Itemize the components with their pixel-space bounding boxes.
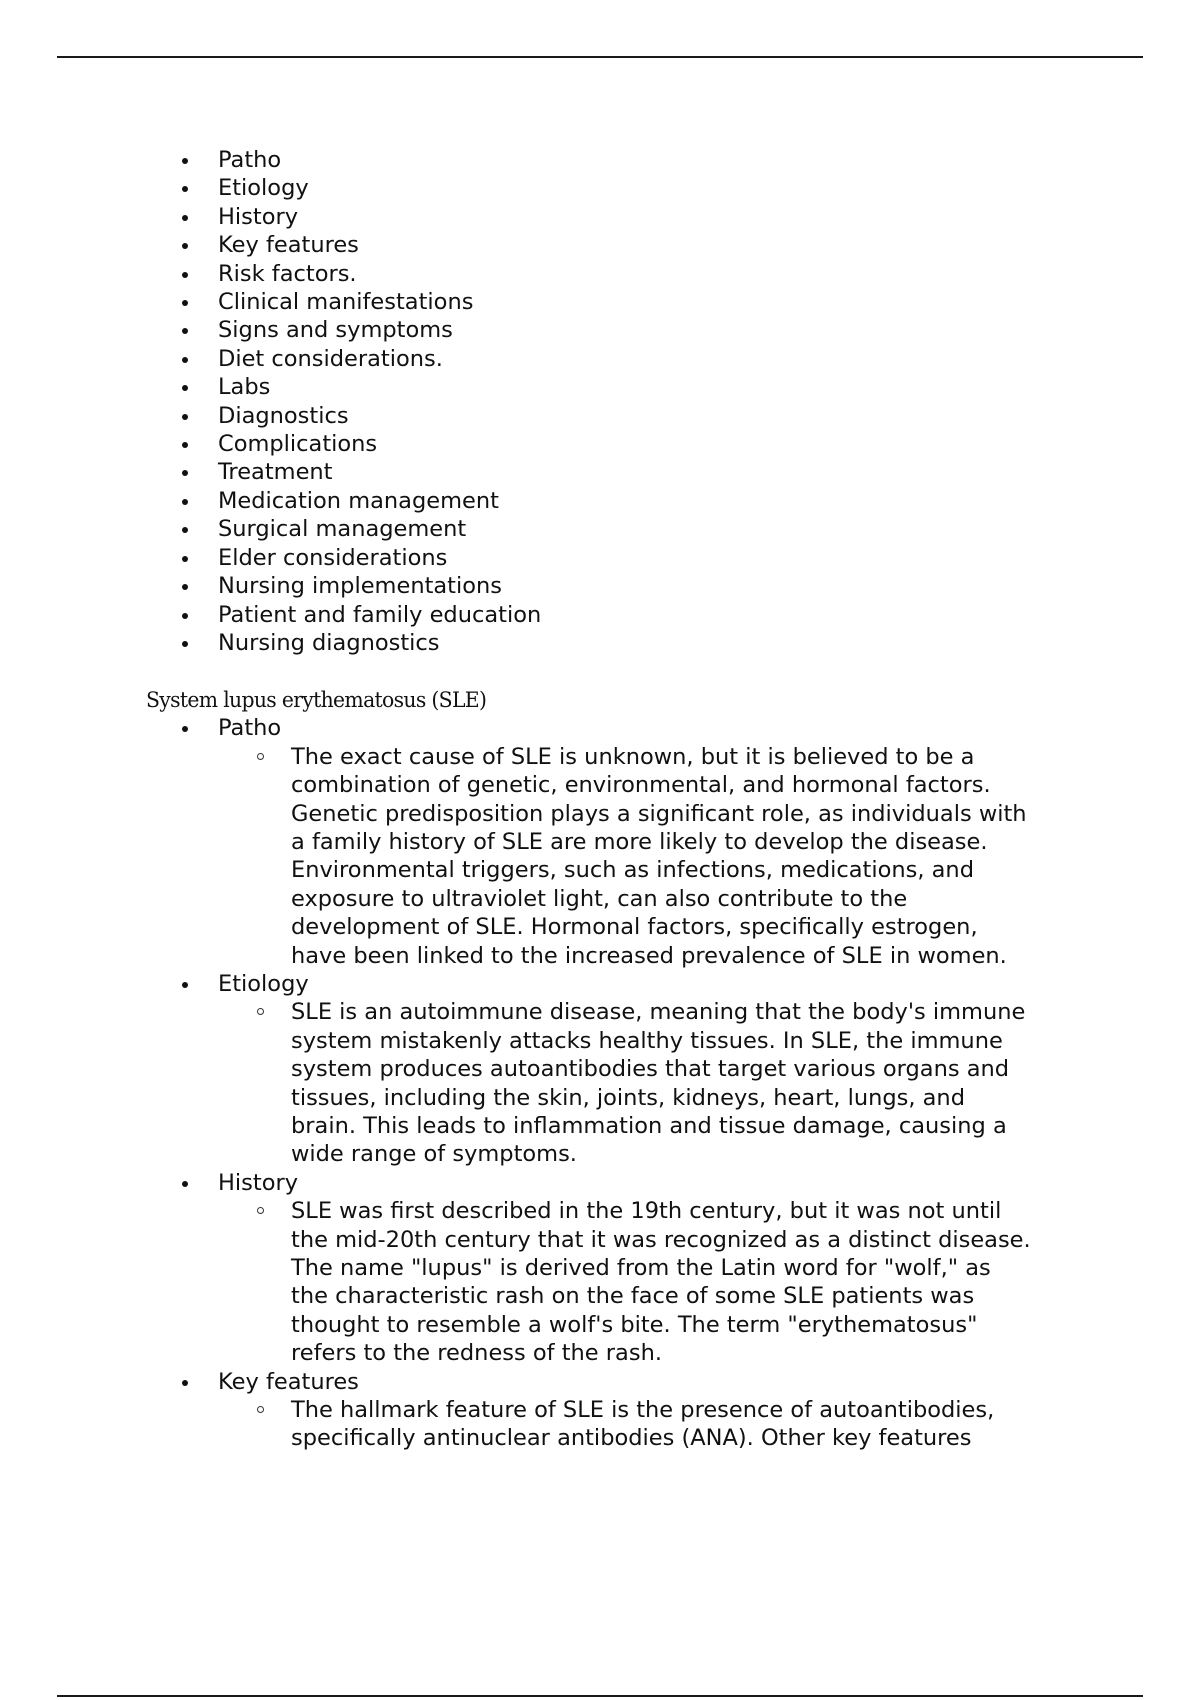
list-item: Risk factors. xyxy=(0,260,1200,288)
list-item: Nursing implementations xyxy=(0,572,1200,600)
section-item-etiology xyxy=(0,970,1200,1169)
list-item: Signs and symptoms xyxy=(0,316,1200,344)
paragraph-line: the mid-20th century that it was recognized as a distinct disease. xyxy=(291,1226,1031,1253)
paragraph-line: exposure to ultraviolet light, can also contribute to the xyxy=(291,885,908,912)
sub-list xyxy=(218,743,1200,970)
paragraph-line: refers to the redness of the rash. xyxy=(291,1340,662,1367)
section-item-heading: Key features xyxy=(218,1368,359,1395)
list-item: Clinical manifestations xyxy=(0,288,1200,316)
section-item-heading: History xyxy=(218,1169,299,1196)
paragraph-line: the characteristic rash on the face of some SLE patients was xyxy=(291,1283,975,1310)
topic-list xyxy=(0,146,1200,657)
document-body xyxy=(0,146,1200,1453)
list-item: Treatment xyxy=(0,458,1200,486)
paragraph-line: combination of genetic, environmental, and hormonal factors. xyxy=(291,772,991,799)
paragraph-line: SLE is an autoimmune disease, meaning that the body's immune xyxy=(291,999,1026,1026)
header-rule xyxy=(57,56,1143,58)
list-item: Medication management xyxy=(0,487,1200,515)
section-item-heading: Patho xyxy=(218,715,282,742)
paragraph xyxy=(291,998,1111,1168)
list-item: Etiology xyxy=(0,174,1200,202)
paragraph-line: SLE was first described in the 19th century, but it was not until xyxy=(291,1198,1002,1225)
paragraph-line: The name "lupus" is derived from the Latin word for "wolf," as xyxy=(291,1255,991,1282)
section-item-patho xyxy=(0,714,1200,970)
list-item: Diagnostics xyxy=(0,402,1200,430)
section-item-history xyxy=(0,1169,1200,1368)
paragraph-line: system mistakenly attacks healthy tissues. In SLE, the immune xyxy=(291,1027,1003,1054)
list-item: Key features xyxy=(0,231,1200,259)
paragraph-line: thought to resemble a wolf's bite. The term "erythematosus" xyxy=(291,1311,978,1338)
paragraph xyxy=(291,743,1111,970)
footer-rule xyxy=(57,1695,1143,1697)
list-item: Diet considerations. xyxy=(0,345,1200,373)
paragraph-line: a family history of SLE are more likely to develop the disease. xyxy=(291,828,988,855)
paragraph-line: have been linked to the increased prevalence of SLE in women. xyxy=(291,942,1007,969)
paragraph xyxy=(291,1396,1111,1453)
sub-list xyxy=(218,998,1200,1168)
paragraph xyxy=(291,1197,1111,1367)
list-item: Elder considerations xyxy=(0,544,1200,572)
sub-list xyxy=(218,1396,1200,1453)
paragraph-line: brain. This leads to inflammation and tissue damage, causing a xyxy=(291,1113,1007,1139)
paragraph-line: tissues, including the skin, joints, kidneys, heart, lungs, and xyxy=(291,1084,965,1111)
paragraph-line: The exact cause of SLE is unknown, but it is believed to be a xyxy=(291,743,975,770)
list-item: Surgical management xyxy=(0,515,1200,543)
paragraph-line: Genetic predisposition plays a significant role, as individuals with xyxy=(291,800,1027,827)
paragraph-line: Environmental triggers, such as infections, medications, and xyxy=(291,857,974,884)
section-item-key-features xyxy=(0,1368,1200,1453)
list-item: Patient and family education xyxy=(0,601,1200,629)
list-item: History xyxy=(0,203,1200,231)
sub-list xyxy=(218,1197,1200,1367)
list-item: Patho xyxy=(0,146,1200,174)
paragraph-line: The hallmark feature of SLE is the presence of autoantibodies, xyxy=(291,1397,995,1424)
section-title: System lupus erythematosus (SLE) xyxy=(146,688,487,713)
section-item-heading: Etiology xyxy=(218,970,309,997)
paragraph-line: specifically antinuclear antibodies (ANA). Other key features xyxy=(291,1425,972,1452)
list-item: Complications xyxy=(0,430,1200,458)
paragraph-line: system produces autoantibodies that target various organs and xyxy=(291,1056,1010,1083)
paragraph-line: wide range of symptoms. xyxy=(291,1141,577,1168)
list-item: Labs xyxy=(0,373,1200,401)
section-detail-list xyxy=(0,714,1200,1453)
list-item: Nursing diagnostics xyxy=(0,629,1200,657)
paragraph-line: development of SLE. Hormonal factors, specifically estrogen, xyxy=(291,914,978,941)
